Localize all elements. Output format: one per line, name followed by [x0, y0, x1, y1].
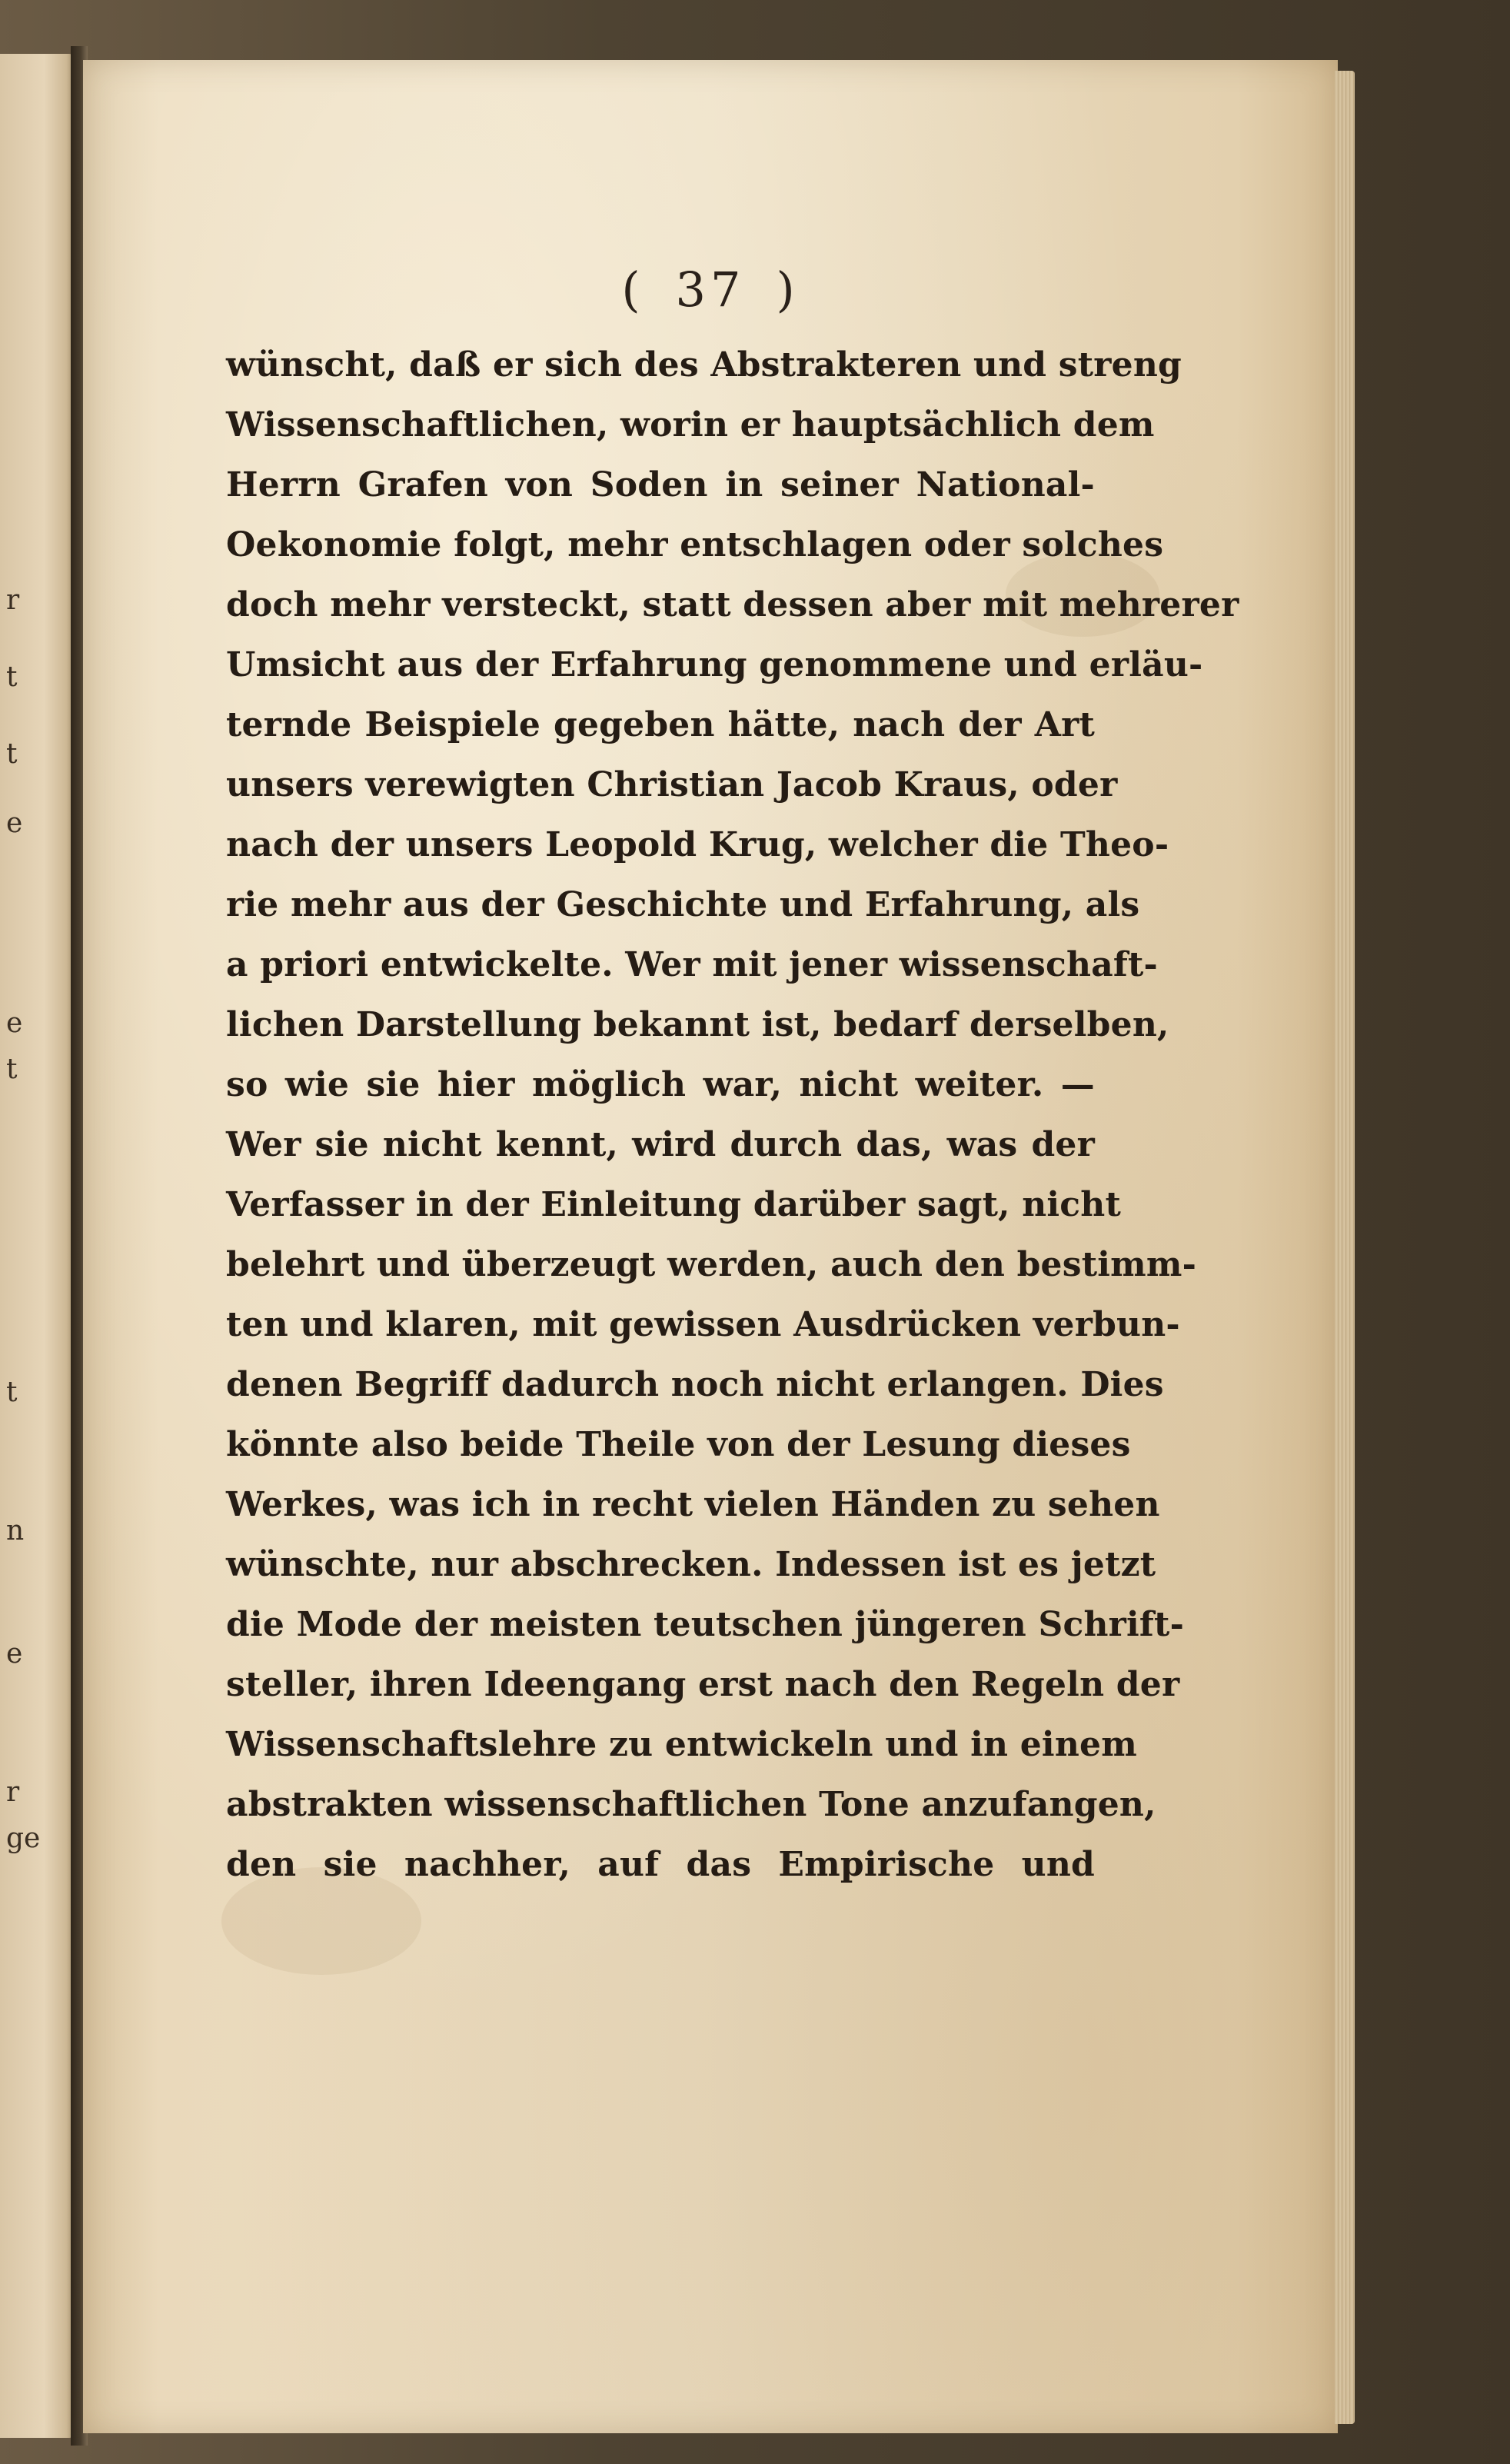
margin-fragment: n	[6, 1515, 25, 1547]
page-number: 37	[675, 261, 746, 318]
text-line: könnte also beide Theile von der Lesung dieses	[226, 1425, 1131, 1464]
text-line: den sie nachher, auf das Empirische und	[226, 1845, 1095, 1884]
margin-fragment: t	[6, 738, 18, 770]
body-text	[226, 335, 1239, 1895]
text-line: belehrt und überzeugt werden, auch den bestimm-	[226, 1245, 1197, 1284]
text-line: ternde Beispiele gegeben hätte, nach der Art	[226, 705, 1095, 744]
text-line: so wie sie hier möglich war, nicht weiter. —	[226, 1065, 1095, 1104]
text-line: abstrakten wissenschaftlichen Tone anzufangen,	[226, 1785, 1156, 1824]
text-line: Oekonomie folgt, mehr entschlagen oder solches	[226, 525, 1164, 564]
text-line: unsers verewigten Christian Jacob Kraus, oder	[226, 765, 1118, 804]
text-line: Wissenschaftlichen, worin er hauptsächlich dem	[226, 405, 1155, 445]
text-line: doch mehr versteckt, statt dessen aber mit mehrerer	[226, 585, 1239, 624]
text-line: Herrn Grafen von Soden in seiner National-	[226, 465, 1095, 504]
text-line: a priori entwickelte. Wer mit jener wissenschaft-	[226, 945, 1159, 984]
text-line: Umsicht aus der Erfahrung genommene und erläu-	[226, 645, 1203, 684]
margin-fragment: e	[6, 807, 23, 839]
text-line: steller, ihren Ideengang erst nach den Regeln der	[226, 1665, 1180, 1704]
page-stack-edge	[1335, 71, 1355, 2424]
text-line: Werkes, was ich in recht vielen Händen zu sehen	[226, 1485, 1160, 1524]
margin-fragment: ge	[6, 1823, 41, 1854]
text-line: wünscht, daß er sich des Abstrakteren und streng	[226, 345, 1182, 385]
margin-fragment: r	[6, 1776, 20, 1808]
text-line: rie mehr aus der Geschichte und Erfahrung, als	[226, 885, 1140, 924]
header-open-paren: (	[621, 261, 645, 318]
margin-fragment: e	[6, 1638, 23, 1670]
text-line: Wissenschaftslehre zu entwickeln und in einem	[226, 1725, 1137, 1764]
text-line: ten und klaren, mit gewissen Ausdrücken verbun-	[226, 1305, 1180, 1344]
text-line: Verfasser in der Einleitung darüber sagt, nicht	[226, 1185, 1122, 1224]
previous-page-edge	[0, 54, 74, 2438]
margin-fragment: t	[6, 1054, 18, 1085]
text-line: die Mode der meisten teutschen jüngeren Schrift-	[226, 1605, 1185, 1644]
page-header	[83, 261, 1338, 318]
previous-page-text-fragments	[6, 54, 68, 2438]
text-line: nach der unsers Leopold Krug, welcher die Theo-	[226, 825, 1169, 864]
margin-fragment: t	[6, 661, 18, 693]
text-line: denen Begriff dadurch noch nicht erlangen. Dies	[226, 1365, 1164, 1404]
header-close-paren: )	[776, 261, 800, 318]
text-line: Wer sie nicht kennt, wird durch das, was der	[226, 1125, 1095, 1164]
margin-fragment: r	[6, 584, 20, 616]
margin-fragment: e	[6, 1007, 23, 1039]
margin-fragment: t	[6, 1377, 18, 1408]
text-line: wünschte, nur abschrecken. Indessen ist es jetzt	[226, 1545, 1156, 1584]
text-line: lichen Darstellung bekannt ist, bedarf derselben,	[226, 1005, 1169, 1044]
